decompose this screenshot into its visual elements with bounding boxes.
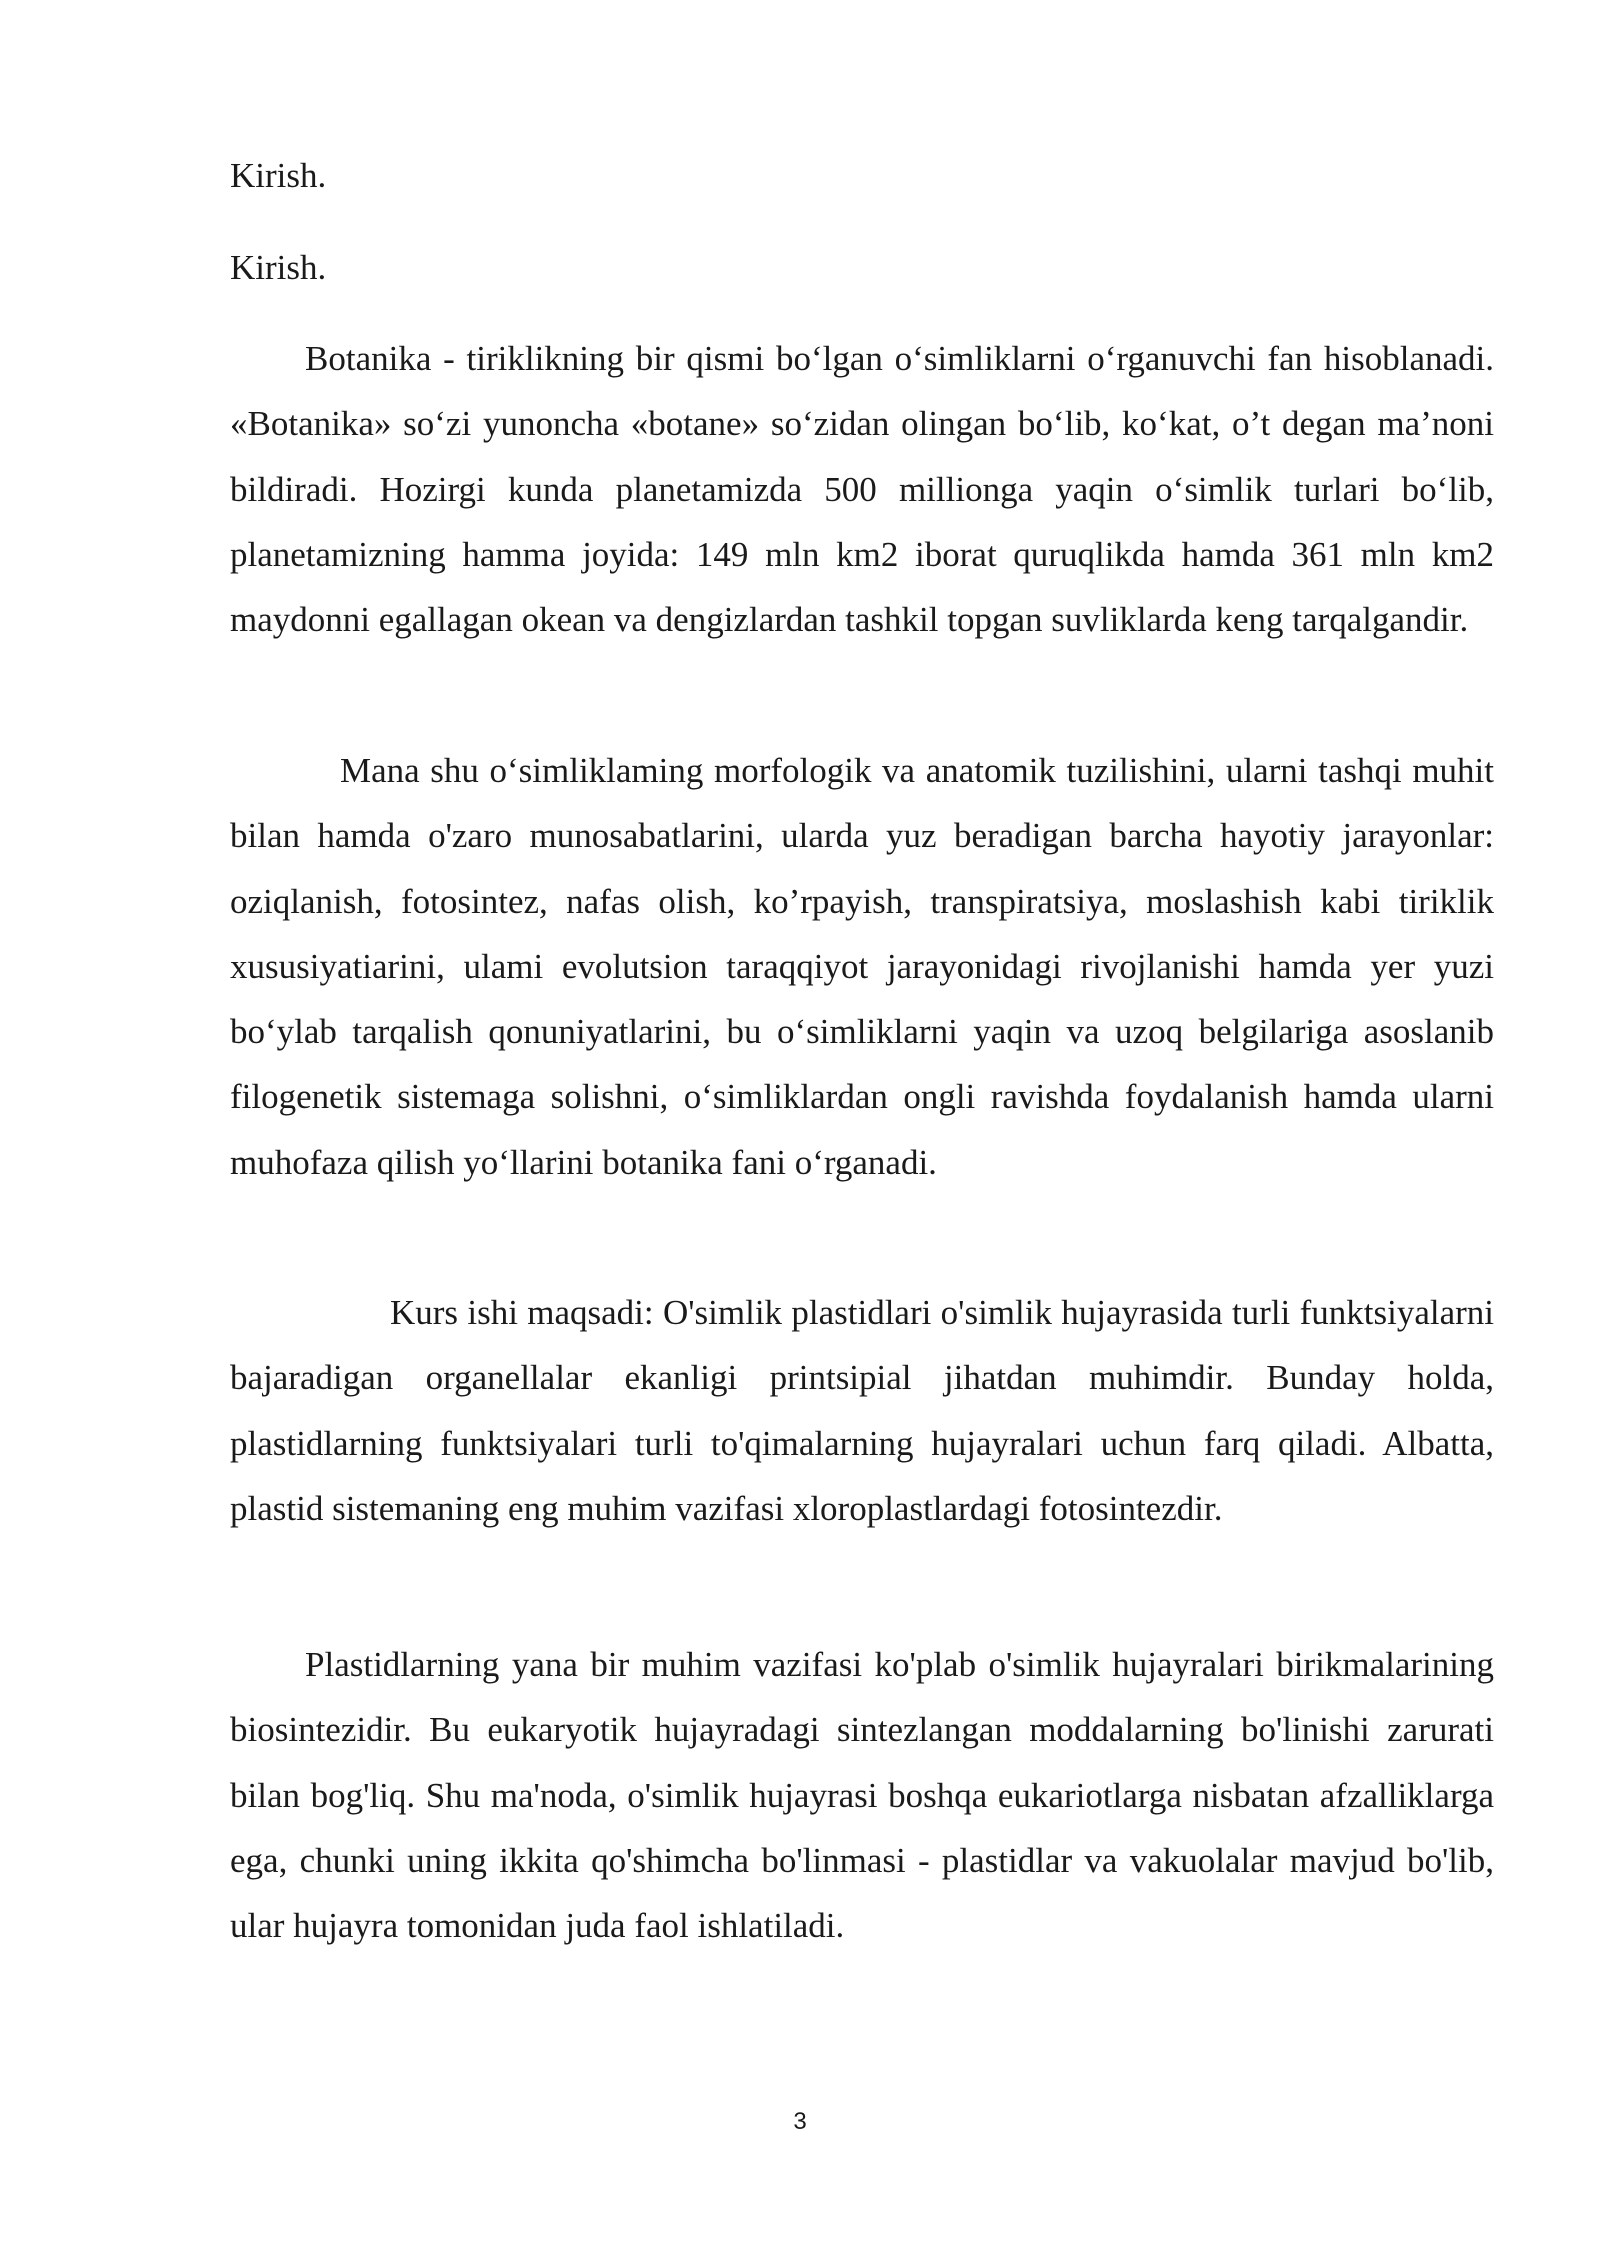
page-number: 3: [793, 2108, 807, 2135]
section-heading: Kirish.: [230, 156, 327, 195]
paragraph-plastid-functions: Plastidlarning yana bir muhim vazifasi ko'plab o'simlik hujayralari birikmalarining biosintezidir. Bu eukaryotik hujayradagi sintezlangan moddalarning bo'linishi zarurati bilan bog'liq. Shu ma'noda, o'simlik hujayrasi boshqa eukariotlarga nisbatan afzalliklarga ega, chunki uning ikkita qo'shimcha bo'linmasi - plastidlar va vakuolalar mavjud bo'lib, ular hujayra tomonidan juda faol ishlatiladi.: [230, 1645, 1494, 1946]
paragraph-botanika-intro: Botanika - tiriklikning bir qismi boʻlgan oʻsimliklarni oʻrganuvchi fan hisoblanadi. «Botanika» soʻzi yunoncha «botane» soʻzidan olingan boʻlib, koʻkat, o’t degan ma’noni bildiradi. Hozirgi kunda planetamizda 500 millionga yaqin oʻsimlik turlari boʻlib, planetamizning hamma joyida: 149 mln km2 iborat quruqlikda hamda 361 mln km2 maydonni egallagan okean va dengizlardan tashkil topgan suvliklarda keng tarqalgandir.: [230, 339, 1494, 640]
section-heading-repeat: Kirish.: [230, 248, 327, 287]
paragraph-morphology: Mana shu oʻsimliklaming morfologik va anatomik tuzilishini, ularni tashqi muhit bilan hamda o'zaro munosabatlarini, ularda yuz beradigan barcha hayotiy jarayonlar: oziqlanish, fotosintez, nafas olish, ko’rpayish, transpiratsiya, moslashish kabi tiriklik xususiyatiarini, ulami evolutsion taraqqiyot jarayonidagi rivojlanishi hamda yer yuzi boʻylab tarqalish qonuniyatlarini, bu oʻsimliklarni yaqin va uzoq belgilariga asoslanib filogenetik sistemaga solishni, oʻsimliklardan ongli ravishda foydalanish hamda ularni muhofaza qilish yoʻllarini botanika fani oʻrganadi.: [230, 751, 1494, 1182]
paragraph-course-goal: Kurs ishi maqsadi: O'simlik plastidlari o'simlik hujayrasida turli funktsiyalarni bajaradigan organellalar ekanligi printsipial jihatdan muhimdir. Bunday holda, plastidlarning funktsiyalari turli to'qimalarning hujayralari uchun farq qiladi. Albatta, plastid sistemaning eng muhim vazifasi xloroplastlardagi fotosintezdir.: [230, 1293, 1494, 1528]
